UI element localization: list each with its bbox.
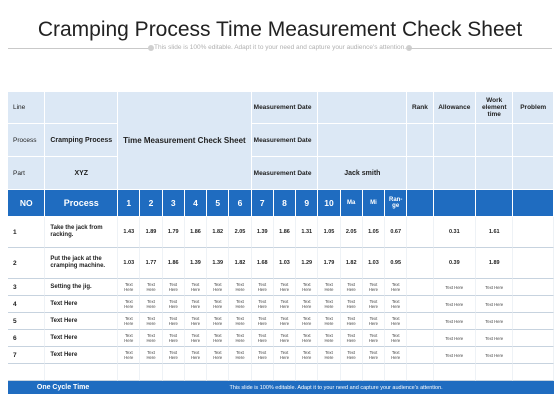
placeholder-cell: Text Here [207,347,229,364]
placeholder-cell: Text Here [207,330,229,347]
cell-value: 1.79 [163,217,185,248]
header-row-process [8,124,554,157]
cell-value: 1.79 [318,248,340,279]
measurement-date-label: Measurement Date [252,92,319,124]
placeholder-cell: Text Here [274,347,296,364]
cell-min: 1.03 [363,248,385,279]
col-6-header: 6 [229,190,251,217]
row-number: 1 [8,217,45,248]
placeholder-cell: Text Here [118,330,140,347]
cell-allowance: 0.31 [434,217,476,248]
placeholder-cell: Text Here [207,279,229,296]
range-header: Ran-ge [385,190,407,217]
max-header: Ma [341,190,363,217]
row-process: Text Here [45,330,118,347]
row-number: 6 [8,330,45,347]
placeholder-cell: Text Here [229,296,251,313]
placeholder-cell: Text Here [229,347,251,364]
process-value: Cramping Process [45,124,118,157]
placeholder-cell: Text Here [274,330,296,347]
placeholder-cell: Text Here [385,296,407,313]
rank-header: Rank [407,92,433,124]
placeholder-cell: Text Here [318,296,340,313]
table-row-empty [8,364,554,381]
page-subtitle: This slide is 100% editable. Adapt it to your need and capture your audience's attention. [153,44,406,51]
placeholder-cell: Text Here [341,279,363,296]
placeholder-cell: Text Here [434,313,476,330]
placeholder-cell: Text Here [140,330,162,347]
placeholder-cell: Text Here [434,347,476,364]
placeholder-cell: Text Here [341,330,363,347]
check-sheet-table [8,92,554,395]
placeholder-cell: Text Here [476,296,513,313]
cell-value: 1.43 [118,217,140,248]
col-7-header: 7 [252,190,274,217]
cell-value: 1.05 [318,217,340,248]
placeholder-cell: Text Here [341,313,363,330]
placeholder-cell: Text Here [140,279,162,296]
placeholder-cell: Text Here [296,347,318,364]
part-label: Part [8,157,45,190]
placeholder-cell: Text Here [185,296,207,313]
placeholder-cell: Text Here [385,279,407,296]
cell-max: 1.82 [341,248,363,279]
placeholder-cell: Text Here [363,279,385,296]
placeholder-cell: Text Here [476,330,513,347]
no-header: NO [8,190,45,217]
row-process: Take the jack from racking. [45,217,118,248]
placeholder-cell: Text Here [385,330,407,347]
placeholder-cell: Text Here [252,313,274,330]
person-name: Jack smith [318,157,407,190]
cell-range: 0.67 [385,217,407,248]
placeholder-cell: Text Here [252,330,274,347]
table-row [8,347,554,364]
placeholder-cell: Text Here [229,330,251,347]
placeholder-cell: Text Here [185,347,207,364]
col-2-header: 2 [140,190,162,217]
part-value: XYZ [45,157,118,190]
header-row-part [8,157,554,190]
col-8-header: 8 [274,190,296,217]
row-process: Text Here [45,347,118,364]
placeholder-cell: Text Here [296,330,318,347]
cell-value: 2.05 [229,217,251,248]
col-9-header: 9 [296,190,318,217]
process-header: Process [45,190,118,217]
placeholder-cell: Text Here [341,296,363,313]
row-process: Text Here [45,296,118,313]
table-row [8,217,554,248]
cell-value: 1.89 [140,217,162,248]
placeholder-cell: Text Here [363,330,385,347]
placeholder-cell: Text Here [185,279,207,296]
placeholder-cell: Text Here [318,279,340,296]
placeholder-cell: Text Here [363,313,385,330]
cell-value: 1.82 [207,217,229,248]
cell-value: 1.86 [185,217,207,248]
cell-allowance: 0.39 [434,248,476,279]
placeholder-cell: Text Here [476,313,513,330]
cell-max: 2.05 [341,217,363,248]
placeholder-cell: Text Here [118,279,140,296]
placeholder-cell: Text Here [163,313,185,330]
placeholder-cell: Text Here [229,279,251,296]
placeholder-cell: Text Here [434,279,476,296]
measurement-date-label: Measurement Date [252,157,319,190]
table-row [8,248,554,279]
placeholder-cell: Text Here [185,330,207,347]
placeholder-cell: Text Here [207,296,229,313]
cell-value: 1.77 [140,248,162,279]
column-header-row [8,190,554,217]
placeholder-cell: Text Here [140,313,162,330]
placeholder-cell: Text Here [363,296,385,313]
placeholder-cell: Text Here [274,313,296,330]
placeholder-cell: Text Here [118,296,140,313]
row-number: 2 [8,248,45,279]
col-10-header: 10 [318,190,340,217]
cell-value: 1.39 [185,248,207,279]
placeholder-cell: Text Here [229,313,251,330]
col-5-header: 5 [207,190,229,217]
row-process: Text Here [45,313,118,330]
col-1-header: 1 [118,190,140,217]
footer-message: This slide is 100% editable. Adapt it to your need and capture your audience's attention. [118,381,554,395]
placeholder-cell: Text Here [163,296,185,313]
row-process: Put the jack at the cramping machine. [45,248,118,279]
cell-value: 1.68 [252,248,274,279]
placeholder-cell: Text Here [318,347,340,364]
placeholder-cell: Text Here [434,330,476,347]
placeholder-cell: Text Here [318,330,340,347]
placeholder-cell: Text Here [476,347,513,364]
measurement-date-label: Measurement Date [252,124,319,157]
placeholder-cell: Text Here [140,296,162,313]
cell-value: 1.86 [163,248,185,279]
cell-value: 1.29 [296,248,318,279]
cell-value: 1.03 [118,248,140,279]
cell-value: 1.82 [229,248,251,279]
cell-value: 1.03 [274,248,296,279]
placeholder-cell: Text Here [163,279,185,296]
placeholder-cell: Text Here [163,347,185,364]
placeholder-cell: Text Here [274,279,296,296]
row-number: 3 [8,279,45,296]
allowance-header: Allowance [434,92,476,124]
problem-header: Problem [513,92,554,124]
cell-work-time: 1.61 [476,217,513,248]
cell-work-time: 1.89 [476,248,513,279]
cell-value: 1.31 [296,217,318,248]
cell-value: 1.39 [207,248,229,279]
cell-value: 1.39 [252,217,274,248]
table-row [8,313,554,330]
min-header: Mi [363,190,385,217]
placeholder-cell: Text Here [434,296,476,313]
placeholder-cell: Text Here [118,347,140,364]
placeholder-cell: Text Here [140,347,162,364]
cell-value: 1.86 [274,217,296,248]
cell-min: 1.05 [363,217,385,248]
row-number: 7 [8,347,45,364]
placeholder-cell: Text Here [163,330,185,347]
header-row-line [8,92,554,124]
center-title: Time Measurement Check Sheet [118,92,251,190]
line-label: Line [8,92,45,124]
placeholder-cell: Text Here [476,279,513,296]
one-cycle-time-label: One Cycle Time [8,381,118,395]
placeholder-cell: Text Here [252,296,274,313]
process-label: Process [8,124,45,157]
page-title: Cramping Process Time Measurement Check Sheet [37,18,523,41]
placeholder-cell: Text Here [296,313,318,330]
table-row [8,296,554,313]
placeholder-cell: Text Here [207,313,229,330]
col-4-header: 4 [185,190,207,217]
placeholder-cell: Text Here [185,313,207,330]
row-number: 4 [8,296,45,313]
placeholder-cell: Text Here [363,347,385,364]
work-element-time-header: Work element time [476,92,513,124]
placeholder-cell: Text Here [296,279,318,296]
table-row [8,330,554,347]
placeholder-cell: Text Here [341,347,363,364]
placeholder-cell: Text Here [385,347,407,364]
col-3-header: 3 [163,190,185,217]
placeholder-cell: Text Here [252,347,274,364]
table-row [8,279,554,296]
placeholder-cell: Text Here [318,313,340,330]
placeholder-cell: Text Here [252,279,274,296]
footer-row [8,381,554,395]
row-process: Setting the jig. [45,279,118,296]
cell-range: 0.95 [385,248,407,279]
row-number: 5 [8,313,45,330]
placeholder-cell: Text Here [274,296,296,313]
placeholder-cell: Text Here [296,296,318,313]
placeholder-cell: Text Here [385,313,407,330]
placeholder-cell: Text Here [118,313,140,330]
